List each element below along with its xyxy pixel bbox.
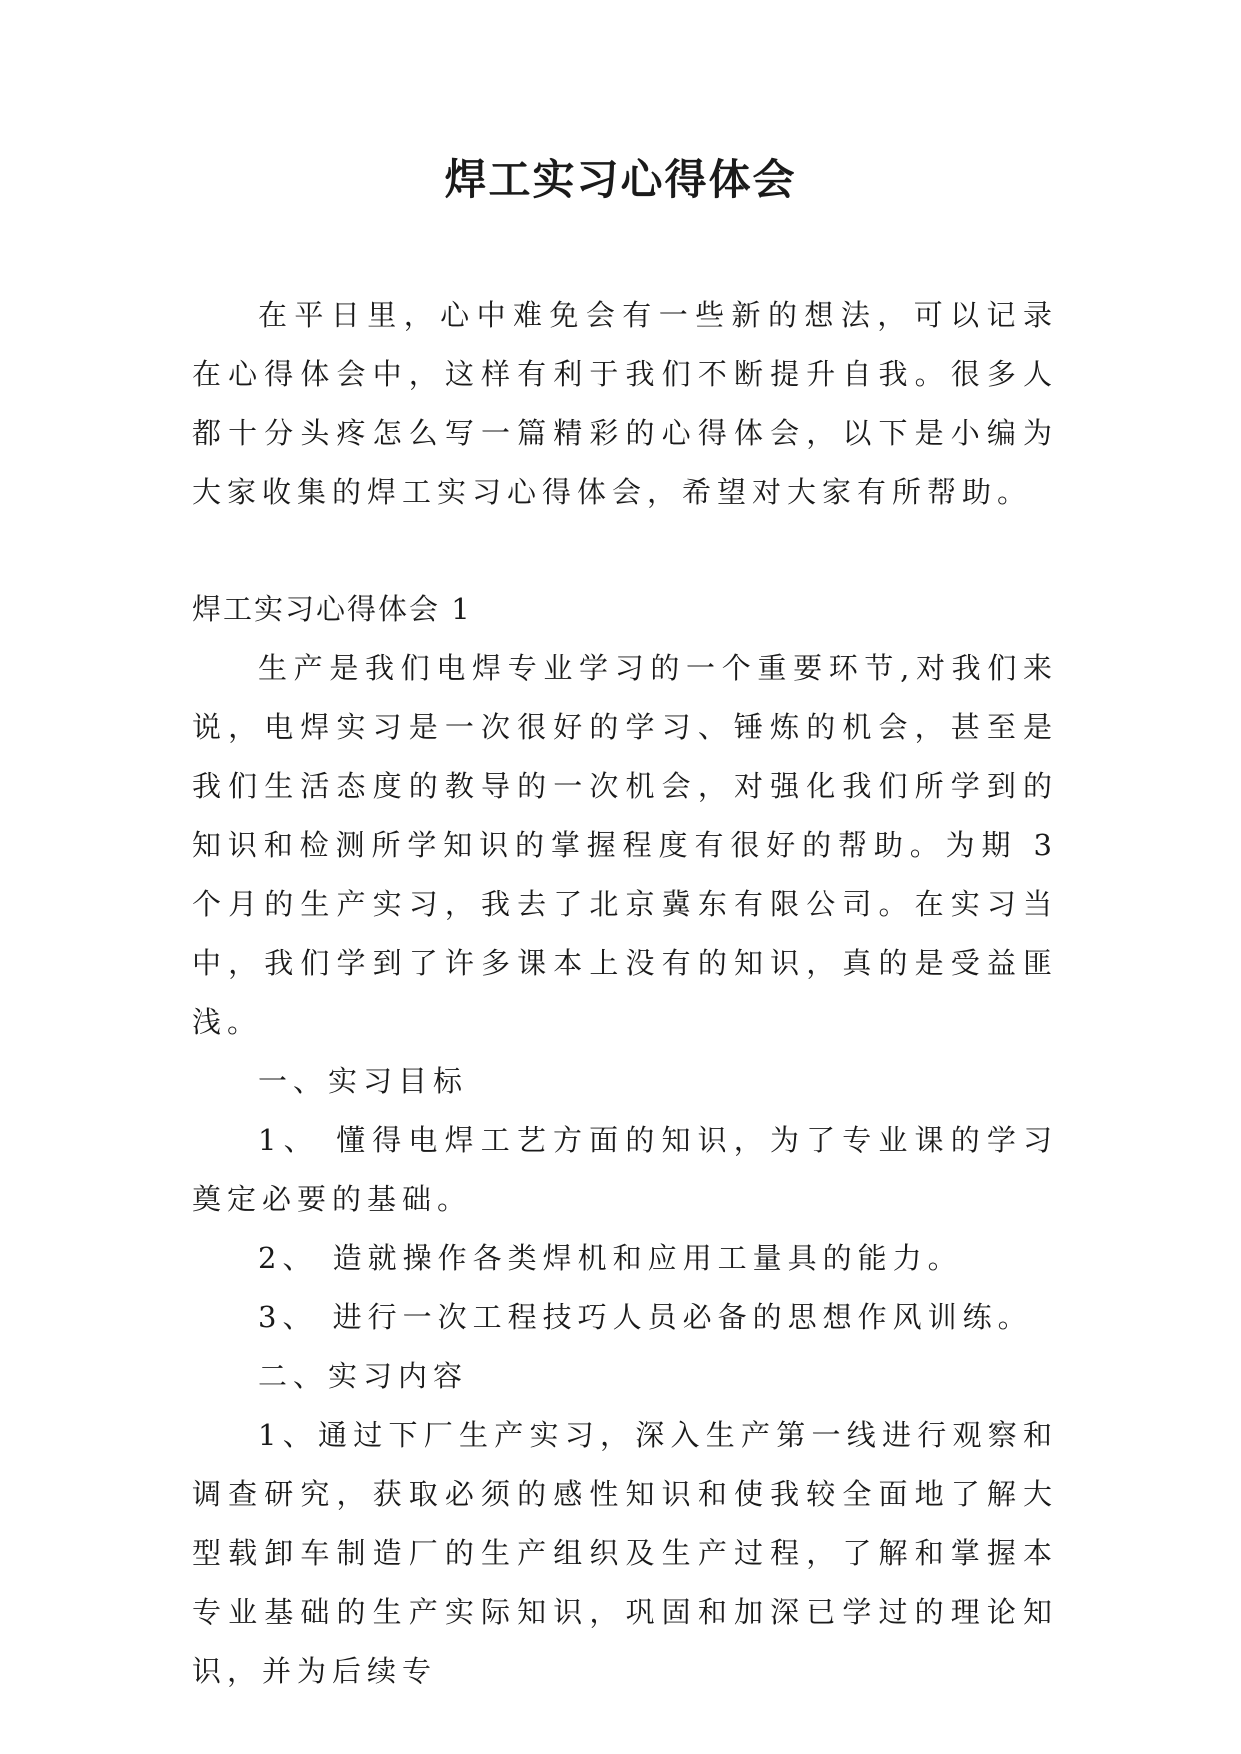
goal-item-2: 2、 造就操作各类焊机和应用工量具的能力。	[258, 1241, 963, 1275]
document-title: 焊工实习心得体会	[444, 155, 797, 204]
content-heading: 二、实习内容	[258, 1359, 469, 1393]
section-heading: 焊工实习心得体会 1	[192, 592, 472, 626]
content-item-1: 1、通过下厂生产实习，深入生产第一线进行观察和调查研究，获取必须的感性知识和使我较全面地了解大型载卸车制造厂的生产组织及生产过程，了解和掌握本专业基础的生产实际知识，巩固和加深已学过的理论知识，并为后续专	[192, 1418, 1058, 1688]
goal-heading: 一、实习目标	[258, 1064, 469, 1098]
document-body	[192, 286, 1058, 1701]
intro-paragraph: 在平日里，心中难免会有一些新的想法，可以记录在心得体会中，这样有利于我们不断提升自我。很多人都十分头疼怎么写一篇精彩的心得体会，以下是小编为大家收集的焊工实习心得体会，希望对大家有所帮助。	[192, 298, 1058, 509]
goal-item-3: 3、 进行一次工程技巧人员必备的思想作风训练。	[258, 1300, 1033, 1334]
paragraph-gap	[192, 522, 1058, 580]
body-paragraph: 生产是我们电焊专业学习的一个重要环节,对我们来说，电焊实习是一次很好的学习、锤炼的机会，甚至是我们生活态度的教导的一次机会，对强化我们所学到的知识和检测所学知识的掌握程度有很好的帮助。为期 3 个月的生产实习，我去了北京冀东有限公司。在实习当中，我们学到了许多课本上没有的知识，真的是受益匪浅。	[192, 651, 1058, 1039]
goal-item-1: 1、 懂得电焊工艺方面的知识，为了专业课的学习奠定必要的基础。	[192, 1123, 1058, 1216]
